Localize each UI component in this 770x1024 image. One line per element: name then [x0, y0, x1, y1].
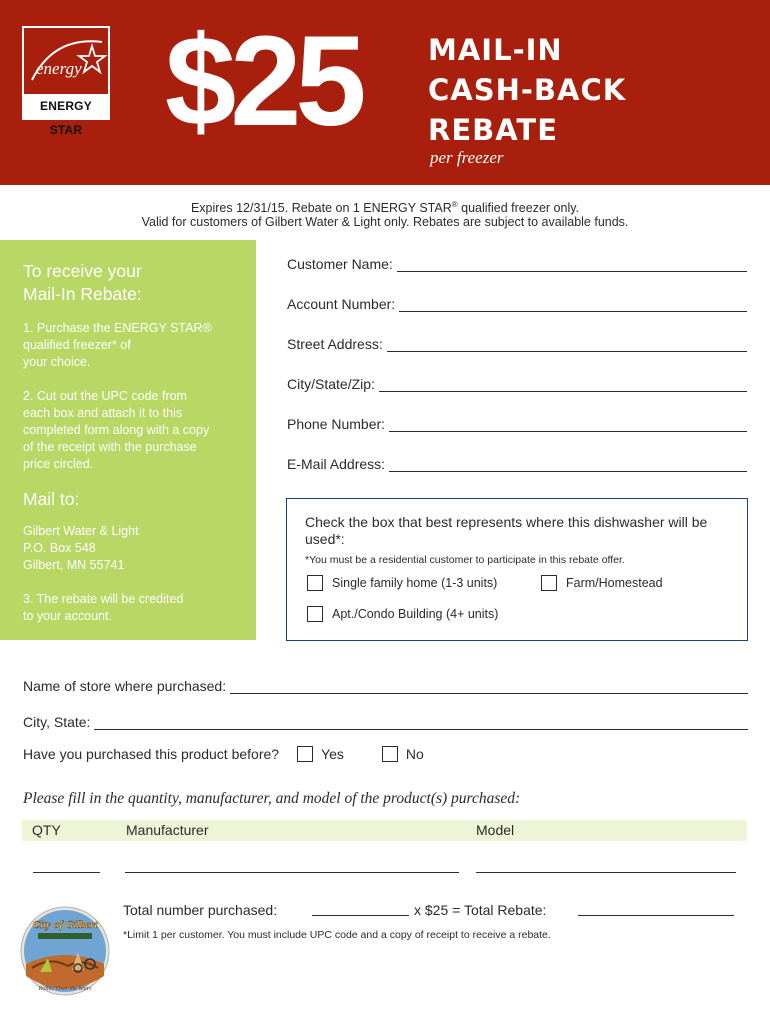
manufacturer-entry-line[interactable]: [125, 872, 459, 873]
single-family-option[interactable]: Single family home (1-3 units): [307, 575, 497, 591]
step-3: 3. The rebate will be credited to your account.: [23, 592, 184, 623]
total-rebate-label: x $25 = Total Rebate:: [414, 902, 547, 918]
total-rebate-line[interactable]: [578, 915, 734, 916]
instructions-panel: [0, 240, 256, 640]
store-city-state-line[interactable]: [94, 716, 748, 730]
product-table-header: [22, 820, 747, 841]
apt-condo-option[interactable]: Apt./Condo Building (4+ units): [307, 606, 498, 622]
total-purchased-label: Total number purchased:: [123, 902, 278, 918]
account-number-field[interactable]: Account Number:: [287, 292, 747, 312]
step-1: 1. Purchase the ENERGY STAR® qualified freezer* of your choice.: [23, 321, 212, 369]
energy-star-icon: [24, 28, 108, 94]
purchased-no-option[interactable]: No: [382, 746, 424, 762]
apt-condo-checkbox[interactable]: [307, 606, 323, 622]
residence-type-box: [286, 498, 748, 641]
manufacturer-column-header: Manufacturer: [126, 822, 209, 838]
store-name-line[interactable]: [230, 680, 748, 694]
purchased-before-question: Have you purchased this product before? Yes No: [23, 746, 424, 762]
svg-text:Rollin' Over the Years: Rollin' Over the Years: [38, 986, 92, 992]
city-state-zip-line[interactable]: [379, 378, 747, 392]
mailing-address: Gilbert Water & Light P.O. Box 548 Gilbert, MN 55741: [23, 524, 139, 572]
header-banner: [0, 0, 770, 185]
street-address-field[interactable]: Street Address:: [287, 332, 747, 352]
farm-homestead-option[interactable]: Farm/Homestead: [541, 575, 663, 591]
energy-star-label: ENERGY STAR: [24, 94, 108, 118]
purchased-no-checkbox[interactable]: [382, 746, 398, 762]
model-column-header: Model: [476, 822, 515, 838]
phone-number-line[interactable]: [389, 418, 747, 432]
phone-number-field[interactable]: Phone Number:: [287, 412, 747, 432]
store-name-field[interactable]: Name of store where purchased:: [23, 674, 748, 694]
limit-note: *Limit 1 per customer. You must include UPC code and a copy of receipt to receive a rebate.: [123, 929, 551, 941]
total-purchased-line[interactable]: [312, 915, 409, 916]
email-address-line[interactable]: [389, 458, 747, 472]
mail-to-heading: Mail to:: [23, 489, 80, 509]
qty-entry-line[interactable]: [33, 872, 100, 873]
store-city-state-field[interactable]: City, State:: [23, 710, 748, 730]
farm-homestead-checkbox[interactable]: [541, 575, 557, 591]
per-freezer-subline: per freezer: [430, 148, 504, 167]
purchased-yes-option[interactable]: Yes: [297, 746, 344, 762]
model-entry-line[interactable]: [476, 872, 736, 873]
svg-text:City of Gilbert: City of Gilbert: [32, 919, 98, 931]
residence-question: Check the box that best represents where this dishwasher will be used*:: [305, 514, 708, 547]
street-address-line[interactable]: [387, 338, 747, 352]
account-number-line[interactable]: [399, 298, 747, 312]
rebate-amount: $25: [165, 10, 361, 153]
email-address-field[interactable]: E-Mail Address:: [287, 452, 747, 472]
rebate-headline: MAIL-IN CASH-BACK REBATE: [428, 33, 627, 147]
residence-note: *You must be a residential customer to participate in this rebate offer.: [305, 554, 625, 566]
purchased-yes-checkbox[interactable]: [297, 746, 313, 762]
energy-star-logo: [22, 26, 110, 137]
svg-text:energy: energy: [36, 59, 82, 78]
fill-in-prompt: Please fill in the quantity, manufacturer, and model of the product(s) purchased:: [23, 790, 521, 807]
customer-name-line[interactable]: [397, 258, 747, 272]
expiry-notice: Expires 12/31/15. Rebate on 1 ENERGY STAR® qualified freezer only. Valid for customers of Gilbert Water & Light only. Rebates are subject to available funds.: [141, 200, 629, 230]
customer-name-field[interactable]: Customer Name:: [287, 252, 747, 272]
single-family-checkbox[interactable]: [307, 575, 323, 591]
qty-column-header: QTY: [32, 822, 61, 838]
city-of-gilbert-seal: [20, 906, 110, 996]
instructions-heading: To receive your Mail-In Rebate:: [23, 261, 142, 304]
city-state-zip-field[interactable]: City/State/Zip:: [287, 372, 747, 392]
step-2: 2. Cut out the UPC code from each box and attach it to this completed form along with a copy of the receipt with the purchase price circled.: [23, 389, 210, 471]
